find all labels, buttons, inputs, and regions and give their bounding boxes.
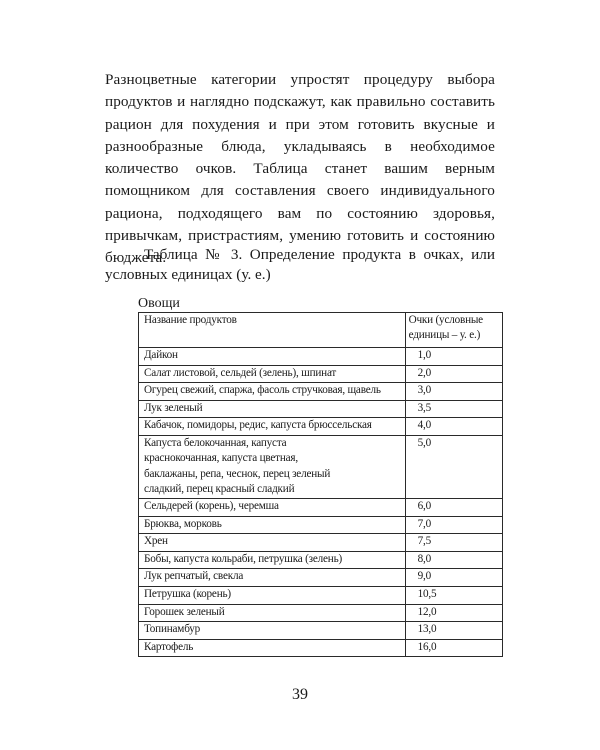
product-name: Брюква, морковь — [139, 516, 406, 534]
product-name: Картофель — [139, 639, 406, 657]
product-points: 3,5 — [405, 400, 502, 418]
table-row — [139, 435, 503, 498]
product-points: 13,0 — [405, 622, 502, 640]
table-row — [139, 622, 503, 640]
table-row — [139, 348, 503, 366]
column-header-points: Очки (условные единицы – у. е.) — [405, 313, 502, 348]
product-name: Огурец свежий, спаржа, фасоль стручковая, щавель — [139, 383, 406, 401]
product-name: Кабачок, помидоры, редис, капуста брюссельская — [139, 418, 406, 436]
product-name: Бобы, капуста кольраби, петрушка (зелень) — [139, 551, 406, 569]
product-name: Лук зеленый — [139, 400, 406, 418]
product-points: 7,5 — [405, 534, 502, 552]
product-name: Хрен — [139, 534, 406, 552]
product-name: Петрушка (корень) — [139, 586, 406, 604]
product-name: Топинамбур — [139, 622, 406, 640]
table-row — [139, 418, 503, 436]
table-row — [139, 551, 503, 569]
table-row — [139, 383, 503, 401]
product-points: 8,0 — [405, 551, 502, 569]
product-name: Сельдерей (корень), черемша — [139, 498, 406, 516]
table-row — [139, 639, 503, 657]
table-row — [139, 604, 503, 622]
product-points: 5,0 — [405, 435, 502, 498]
table-row — [139, 534, 503, 552]
product-points: 2,0 — [405, 365, 502, 383]
table-row — [139, 586, 503, 604]
product-points: 4,0 — [405, 418, 502, 436]
table-caption: Таблица № 3. Определение продукта в очках, или условных единицах (у. е.) — [105, 246, 495, 283]
table-row — [139, 365, 503, 383]
intro-paragraph: Разноцветные категории упростят процедуру выбора продуктов и наглядно подскажут, как правильно составить рацион для похудения и при этом готовить вкусные и разнообразные блюда, укладываясь в необходимое количество очков. Таблица станет вашим верным помощником для составления своего индивидуального рациона, подходящего вам по состоянию здоровья, привычкам, пристрастиям, умению готовить и состоянию бюджета. — [105, 71, 495, 267]
product-points: 16,0 — [405, 639, 502, 657]
table-section-label: Овощи — [138, 296, 180, 311]
column-header-name: Название продуктов — [139, 313, 406, 348]
product-points: 12,0 — [405, 604, 502, 622]
table-row — [139, 569, 503, 587]
product-name: Горошек зеленый — [139, 604, 406, 622]
product-points: 1,0 — [405, 348, 502, 366]
table-row — [139, 516, 503, 534]
product-name: Капуста белокочанная, капуста краснокочанная, капуста цветная, баклажаны, репа, чеснок, перец зеленый сладкий, перец красный сладкий — [139, 435, 406, 498]
product-name: Салат листовой, сельдей (зелень), шпинат — [139, 365, 406, 383]
product-points: 9,0 — [405, 569, 502, 587]
product-points: 6,0 — [405, 498, 502, 516]
vegetables-points-table — [138, 312, 503, 657]
table-header-row — [139, 313, 503, 348]
table-row — [139, 498, 503, 516]
product-points: 7,0 — [405, 516, 502, 534]
page-number: 39 — [292, 686, 308, 703]
product-name: Дайкон — [139, 348, 406, 366]
product-points: 10,5 — [405, 586, 502, 604]
product-points: 3,0 — [405, 383, 502, 401]
table-row — [139, 400, 503, 418]
product-name: Лук репчатый, свекла — [139, 569, 406, 587]
